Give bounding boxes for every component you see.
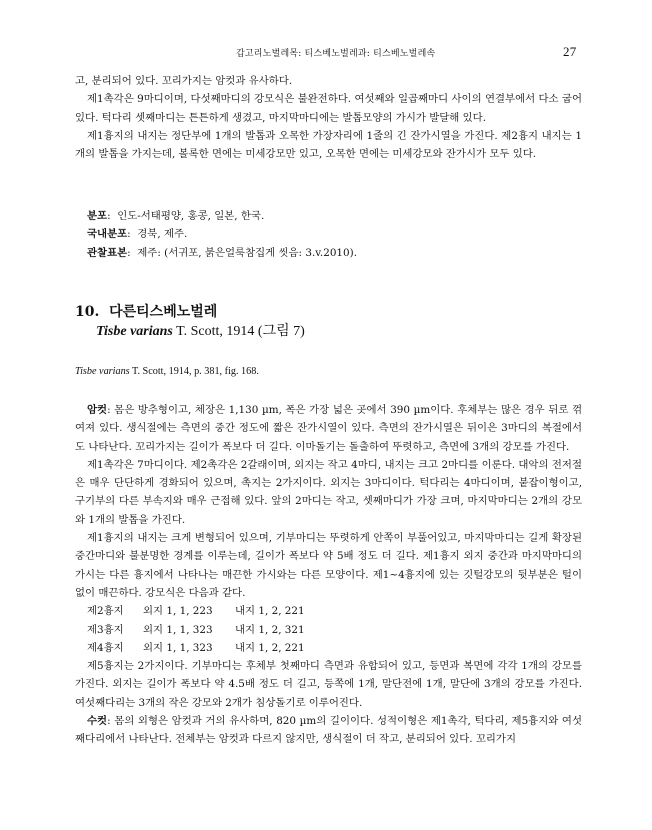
citation-text: T. Scott, 1914, p. 381, fig. 168. <box>132 366 259 377</box>
leg-name: 제4흉지 <box>87 641 124 654</box>
female-label: 암컷 <box>87 404 108 416</box>
species-description <box>75 401 582 749</box>
male-label: 수컷 <box>87 715 108 728</box>
endopod-formula: 내지 1, 2, 321 <box>235 623 305 636</box>
page-number: 27 <box>563 44 577 59</box>
leg-name: 제2흉지 <box>87 605 124 618</box>
paragraph: 제1흉지의 내지는 정단부에 1개의 발톱과 오목한 가장자리에 1줄의 긴 잔가시열을 가진다. 제2흉지 내지는 1개의 발톱을 가지는데, 볼록한 면에는 미세강모만 있고, 오목한 면에는 미세강모와 잔가시가 모두 있다. <box>75 129 582 161</box>
exopod-formula: 외지 1, 1, 223 <box>143 605 213 618</box>
material-examined-line: 관찰표본: 제주: (서귀포, 붉은얼룩참집게 씻음: 3.v.2010). <box>87 246 358 259</box>
endopod-formula: 내지 1, 2, 221 <box>235 605 305 618</box>
paragraph: 제1촉각은 9마디이며, 다섯째마디의 강모식은 불완전하다. 여섯째와 일곱째마디 사이의 연결부에서 다소 굽어있다. 턱다리 셋째마디는 튼튼하게 생겼고, 마지막마디에는 발톱모양의 가시가 발달해 있다. <box>75 93 582 124</box>
leg-name: 제3흉지 <box>87 623 124 636</box>
male-paragraph <box>75 712 582 749</box>
exopod-formula: 외지 1, 1, 323 <box>143 641 213 654</box>
male-text: : 몸의 외형은 암컷과 거의 유사하며, 820 µm의 길이이다. 성적이형은 제1촉각, 턱다리, 제5흉지와 여섯째다리에서 나타난다. 전체부는 암컷과 다르지 않지만, 생식절이 더 작고, 분리되어 있다. 꼬리가지 <box>75 715 582 746</box>
paragraph: 제1촉각은 7마디이다. 제2촉각은 2갈래이며, 외지는 작고 4마디, 내지는 크고 2마디를 이룬다. 대악의 전저절은 매우 단단하게 경화되어 있으며, 촉지는 2가지이다. 외지는 3마디이다. 턱다리는 4마디이며, 붙잡이형이고, 구기부의 다른 부속지와 매우 근접해 있다. 앞의 2마디는 작고, 셋째마디가 가장 크며, 마지막마디는 2개의 강모와 1개의 발톱을 가진다. <box>75 458 582 526</box>
female-paragraph <box>75 401 582 456</box>
continued-description <box>75 72 582 163</box>
species-title <box>75 302 582 322</box>
material-examined-label: 관찰표본 <box>87 246 128 259</box>
setal-formula-row <box>87 639 582 657</box>
endopod-formula: 내지 1, 2, 221 <box>235 641 305 654</box>
species-scientific-name: Tisbe varians <box>96 324 173 339</box>
species-number: 10. <box>75 304 100 320</box>
paragraph: 제1흉지의 내지는 크게 변형되어 있으며, 기부마디는 뚜렷하게 안쪽이 부풀어있고, 마지막마디는 길게 확장된 중간마디와 불분명한 경계를 이루는데, 길이가 폭보다 약 5배 정도 더 길다. 제1흉지 외지 중간과 마지막마디의 가시는 다른 흉지에서 나타나는 매끈한 가시와는 다른 모양이다. 제1~4흉지에 있는 깃털강모의 뒷부분은 털이 없이 매끈하다. 강모식은 다음과 같다. <box>75 532 582 599</box>
korean-distribution-label: 국내분포 <box>87 228 128 241</box>
korean-distribution-line: 국내분포: 경북, 제주. <box>87 228 188 241</box>
citation-name: Tisbe varians <box>75 366 130 377</box>
distribution-block <box>75 207 582 262</box>
paragraph: 고, 분리되어 있다. 꼬리가지는 암컷과 유사하다. <box>75 75 293 87</box>
setal-formula-row <box>87 602 582 620</box>
species-korean-name: 다른티스베노벌레 <box>109 304 218 320</box>
species-heading <box>75 302 582 342</box>
setal-formula-row <box>87 621 582 639</box>
running-title: 갑고리노벌레목: 티스베노벌레과: 티스베노벌레속 <box>236 49 436 59</box>
korean-distribution-text: 경북, 제주. <box>137 228 188 241</box>
distribution-text: 인도-서태평양, 홍콩, 일본, 한국. <box>117 210 265 222</box>
synonymy-citation <box>75 366 259 377</box>
paragraph: 제5흉지는 2가지이다. 기부마디는 후체부 첫째마디 측면과 유합되어 있고, 등면과 복면에 각각 1개의 강모를 가진다. 외지는 길이가 폭보다 약 4.5배 정도 더 길고, 등쪽에 1개, 말단전에 1개, 말단에 3개의 강모를 가진다. 여섯째다리는 3개의 작은 강모와 2개가 침상돌기로 이루어진다. <box>75 660 582 709</box>
material-examined-text: 제주: (서귀포, 붉은얼룩참집게 씻음: 3.v.2010). <box>137 246 358 259</box>
setal-formula-table <box>75 602 582 657</box>
species-authority: T. Scott, 1914 (그림 7) <box>176 324 305 339</box>
female-text: : 몸은 방추형이고, 체장은 1,130 µm, 폭은 가장 넓은 곳에서 390 µm이다. 후체부는 많은 경우 뒤로 꺾여져 있다. 생식절에는 측면의 중간 정도에 짧은 잔가시열이 있다. 측면의 잔가시열은 뒤이은 3마디의 복절에서도 나타난다. 꼬리가지는 길이가 폭보다 더 길다. 이마돌기는 돌출하여 뚜렷하고, 측면에 3개의 강모를 가진다. <box>75 404 582 453</box>
distribution-line: 분포: 인도-서태평양, 홍콩, 일본, 한국. <box>87 210 265 222</box>
distribution-label: 분포 <box>87 210 108 222</box>
species-scientific-line <box>75 322 582 342</box>
exopod-formula: 외지 1, 1, 323 <box>143 623 213 636</box>
